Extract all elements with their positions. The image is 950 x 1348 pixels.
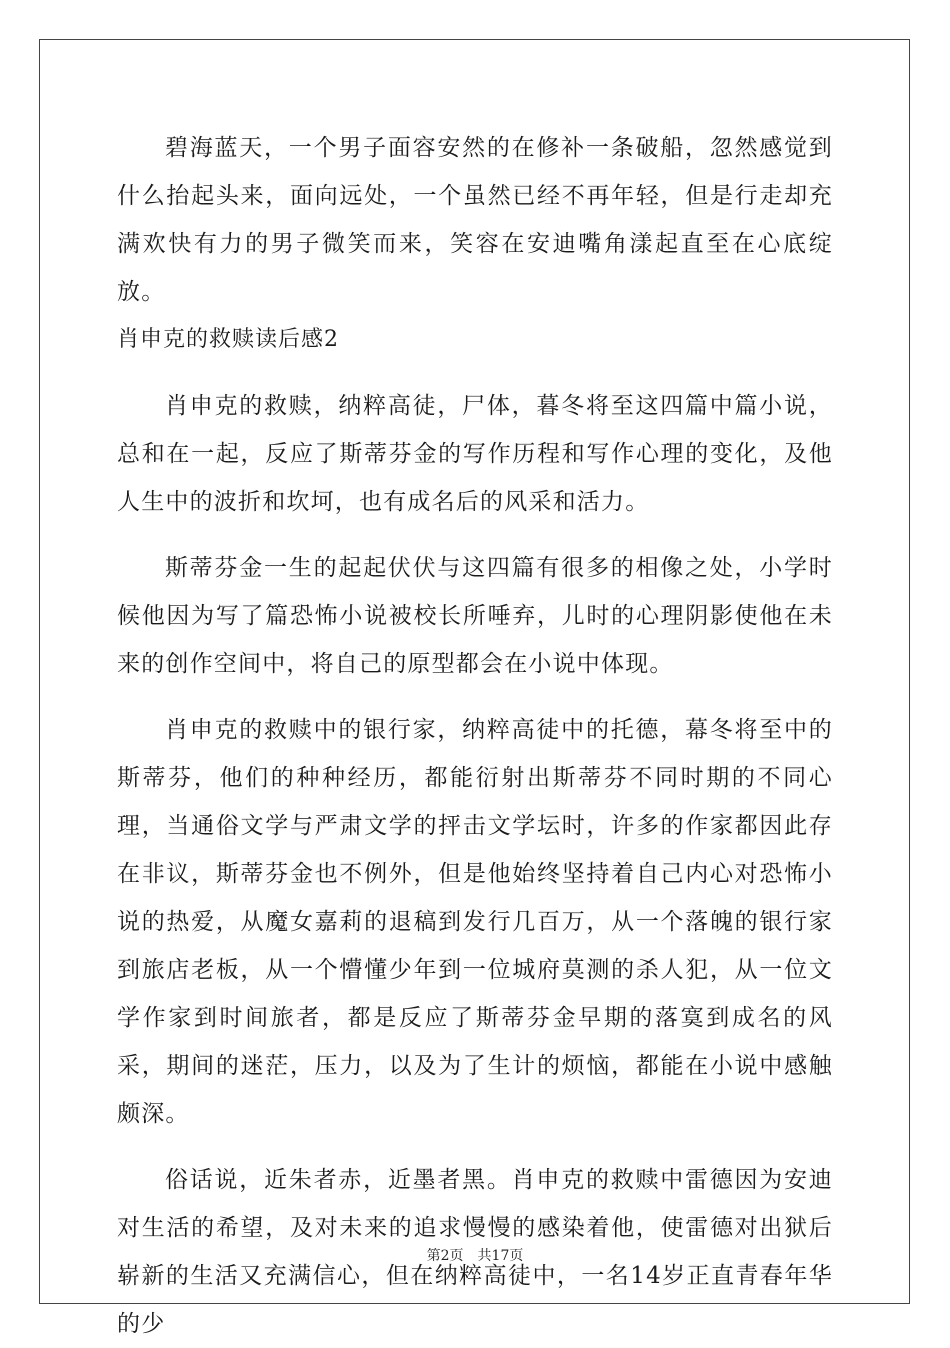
page-footer [0,1245,950,1265]
paragraph-4: 俗话说，近朱者赤，近墨者黑。肖申克的救赎中雷德因为安迪对生活的希望，及对未来的追求慢慢的感染着他，使雷德对出狱后崭新的生活又充满信心，但在纳粹高徒中，一名14岁正直青春年华的少 [117,1167,833,1337]
paragraph-3: 肖申克的救赎中的银行家，纳粹高徒中的托德，幕冬将至中的斯蒂芬，他们的种种经历，都能衍射出斯蒂芬不同时期的不同心理，当通俗文学与严肃文学的抨击文学坛时，许多的作家都因此存在非议，斯蒂芬金也不例外，但是他始终坚持着自己内心对恐怖小说的热爱，从魔女嘉莉的退稿到发行几百万，从一个落魄的银行家到旅店老板，从一个懵懂少年到一位城府莫测的杀人犯，从一位文学作家到时间旅者，都是反应了斯蒂芬金早期的落寞到成名的风采，期间的迷茫，压力，以及为了生计的烦恼，都能在小说中感触颇深。 [117,717,833,1127]
page-total: 共17页 [477,1248,524,1264]
paragraph-1: 肖申克的救赎，纳粹高徒，尸体，暮冬将至这四篇中篇小说，总和在一起，反应了斯蒂芬金的写作历程和写作心理的变化，及他人生中的波折和坎坷，也有成名后的风采和活力。 [117,393,833,515]
paragraph-2: 斯蒂芬金一生的起起伏伏与这四篇有很多的相像之处，小学时候他因为写了篇恐怖小说被校长所唾弃，儿时的心理阴影使他在未来的创作空间中，将自己的原型都会在小说中体现。 [117,555,833,677]
paragraph-intro: 碧海蓝天，一个男子面容安然的在修补一条破船，忽然感觉到什么抬起头来，面向远处，一个虽然已经不再年轻，但是行走却充满欢快有力的男子微笑而来，笑容在安迪嘴角漾起直至在心底绽放。 [117,135,833,305]
document-body [117,124,833,1348]
page-number: 第2页 [426,1248,464,1264]
section-heading: 肖申克的救赎读后感2 [117,327,339,352]
